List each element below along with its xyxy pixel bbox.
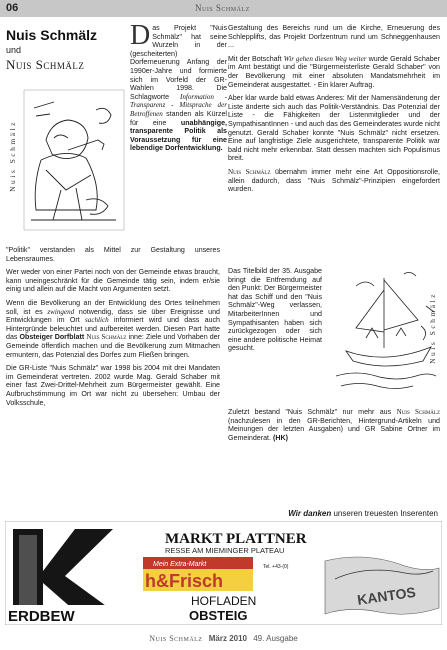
article-subtitle: Nuis Schmälz — [6, 57, 85, 72]
col1-p3-italic1: zwingend — [47, 307, 75, 316]
col1-p3-italic2: sachlich — [85, 316, 109, 325]
col2-p2b: wurde Gerald Schaber im Amt bestätigt und die "Bürgermeisterliste Gerald Schaber" von der Bevölkerung mit einer absoluten Mandatsmehrheit im Gemeinderat ausgestattet. - Ein klarer Auftrag. — [228, 54, 440, 89]
intro-bold: unabhängige, transparente Politik als Voraussetzung für eine lebendige Dorfentwicklung. — [130, 118, 227, 153]
col1-p3d: inne: Ziele und Vorhaben der Gemeinde öffentlich machen und die Bevölkerung zum Mitmachen ermuntern, das Potenzial des Dorfes zum Fließen bringen. — [6, 333, 220, 359]
sketch-label-left: Nuis Schmälz — [8, 120, 17, 192]
article-title: Nuis Schmälz — [6, 27, 98, 43]
col1-p3c: informiert wird und dass auch Hintergründe beleuchtet und aufbereitet werden. Diesen Part hatte das — [6, 316, 220, 342]
footer-date: März 2010 — [208, 634, 247, 643]
sketch-ship-svg — [326, 266, 441, 396]
thanks-line — [10, 509, 438, 518]
ads-collage — [5, 521, 442, 625]
col2-p6-brand: Nuis Schmälz — [396, 408, 441, 416]
sketch-label-right: Nuis Schmälz — [428, 292, 437, 364]
mein-extra: Mein Extra-Markt — [153, 561, 207, 568]
footer-issue: 49. Ausgabe — [253, 634, 298, 643]
col2-p4-text: übernahm immer mehr eine Art Oppositionsrolle, allein dadurch, dass "Nuis Schmälz"-Prinzipien eingefordert wurden. — [228, 167, 440, 194]
col1-p3b: notwendig, dass sie über Ereignisse und Entwicklungen im Ort — [6, 307, 220, 325]
col1-p3a: Wenn die Bevölkerung an der Entwicklung des Ortes teilnehmen soll, ist es — [6, 298, 220, 316]
title-und: und — [6, 45, 22, 55]
col2-p5: Das Titelbild der 35. Ausgabe bringt die Entfremdung auf den Punkt: Der Bürgermeister hat das Schiff und den "Nuis Schmälz"-Weg verlassen, MitarbeiterInnen und Sympathisanten haben sich zurückgezogen oder sich eine andere politische Heimat gesucht. — [228, 267, 322, 353]
col2-middle — [228, 267, 322, 358]
frisch-logo: h&Frisch — [145, 571, 224, 591]
col2-signature: (HK) — [272, 433, 288, 442]
col2-p4 — [228, 168, 440, 194]
footer — [0, 634, 447, 650]
col2-p6a: Zuletzt bestand "Nuis Schmälz" nur mehr aus — [228, 408, 392, 416]
col2-p3: Aber klar wurde bald etwas Anderes: Mit der Namensänderung der Liste änderte sich auch das Politik-Verständnis. Das Potenzial der Liste - die Fähigkeiten der Listenmitglieder und der SympathisantInnen - und auch das des Gemeinderates wurde nicht genutzt. Gerald Schaber konnte "Nuis Schmälz" nicht ersetzen. Eine auf langfristige Ziele ausgerichtete, transparente Politik war bald nicht mehr erkennbar. Statt dessen machten sich Populismus breit. — [228, 94, 440, 163]
kantos-ad — [323, 522, 441, 624]
markt-subtitle: RESSE AM MIEMINGER PLATEAU — [165, 546, 285, 555]
thanks-rest: unseren treuesten Inserenten — [333, 509, 438, 518]
markt-title: MARKT PLATTNER — [165, 531, 307, 547]
col2-top — [228, 24, 440, 199]
header-brand: Nuis Schmälz — [195, 3, 250, 13]
col1-p3 — [6, 299, 220, 359]
col1-p3-bold: Obsteiger Dorfblatt — [19, 333, 85, 342]
sketch-man-pipe — [6, 80, 131, 240]
header-bar — [0, 0, 447, 17]
intro-text-b: standen als Kürzel für eine — [130, 109, 227, 127]
col1-p3-brand: Nuis Schmälz — [86, 333, 127, 342]
col2-p4-brand: Nuis Schmälz — [228, 167, 271, 176]
col2-p1: Gestaltung des Bereichs rund um die Kirche, Erneuerung des Schlepplifts, das Projekt Dorfzentrum rund um Schneggenhausen ... — [228, 24, 440, 50]
col2-p6 — [228, 408, 440, 442]
phone-text: Tel. +43-(0) — [263, 564, 289, 570]
col2-p2-italic: Wir gehen diesen Weg weiter — [283, 54, 367, 63]
col2-p6b: (nachzulesen in den GR-Berichten, Hintergrund-Artikeln und Meinungen der letzten Ausgaben) und GR Sabine Ortner im Gemeinderat. — [228, 416, 440, 442]
erdbew-poster — [6, 522, 124, 625]
hofladen-text: HOFLADEN — [191, 594, 257, 608]
col1-p1: "Politik" verstanden als Mittel zur Gestaltung unseres Lebensraumes. — [6, 246, 220, 263]
kantos-logo: KANTOS — [356, 583, 417, 608]
col1-p4: Die GR-Liste "Nuis Schmälz" war 1998 bis 2004 mit drei Mandaten im Gemeinderat vertreten. 2002 wurde Mag. Gerald Schaber mit einer fast Zwei-Drittel-Mehrheit zum Bürgermeister gewählt. Eine Aufbruchstimmung im Ort war nicht zu übersehen: Umbau der Volksschule, — [6, 364, 220, 407]
sketch-ship — [326, 266, 441, 396]
col2-p2a: Mit der Botschaft — [228, 54, 282, 63]
obsteig-text: OBSTEIG — [189, 608, 248, 623]
col2-bottom — [228, 408, 440, 447]
col2-p2 — [228, 55, 440, 89]
intro-text-a: as Projekt "Nuis Schmälz" hat seine Wurzeln in der (gescheiterten) Dorferneuerung Anfang der 1990er-Jahre und formierte sich im Vorfeld der GR-Wahlen 1998. Die Schlagworte — [130, 24, 227, 101]
erdbew-text: ERDBEW — [8, 608, 75, 625]
markt-plattner-ad — [127, 522, 322, 624]
footer-brand: Nuis Schmälz — [149, 634, 203, 643]
drop-cap: D — [130, 20, 151, 51]
col1-p2: Wer weder von einer Partei noch von der Gemeinde etwas braucht, kann uneingeschränkt für die Gemeinde tätig sein, indem er/sie einig und allein auf die Macht von Argumenten setzt. — [6, 268, 220, 294]
thanks-bold: Wir danken — [288, 509, 332, 518]
sketch-man-pipe-svg — [6, 80, 131, 240]
col1-body — [6, 246, 220, 412]
page-number: 06 — [6, 2, 19, 14]
col1-intro — [130, 20, 227, 153]
intro-italic: Information - Transparenz - Mitsprache der Betroffenen — [130, 92, 227, 118]
